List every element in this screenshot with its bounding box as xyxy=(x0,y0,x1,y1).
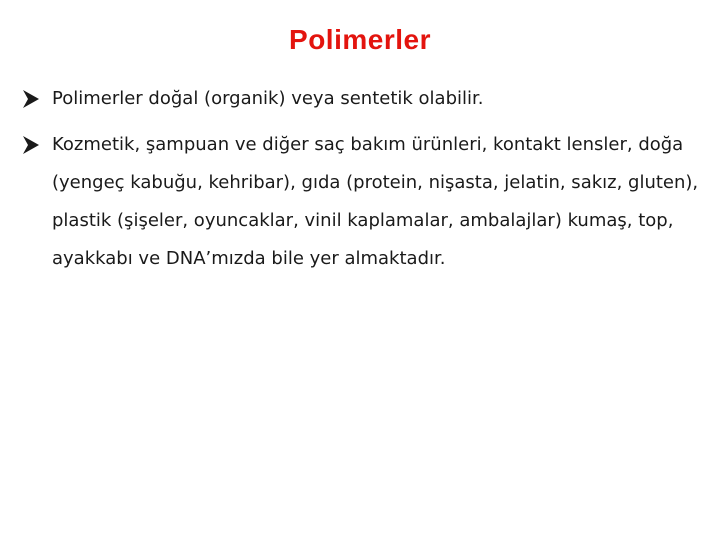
bullet-item xyxy=(22,126,702,278)
slide-title: Polimerler xyxy=(289,24,431,55)
bullet-text: Polimerler doğal (organik) veya sentetik olabilir. xyxy=(52,88,484,109)
bullet-text: Kozmetik, şampuan ve diğer saç bakım ürünleri, kontakt lensler, doğa (yengeç kabuğu, kehribar), gıda (protein, nişasta, jelatin, sakız, gluten), plastik (şişeler, oyuncaklar, vinil kaplamalar, ambalajlar) kumaş, top, ayakkabı ve DNA’mızda bile yer almaktadır. xyxy=(52,134,699,269)
bullet-item xyxy=(22,80,702,118)
arrow-bullet-icon xyxy=(22,89,40,109)
arrow-bullet-icon xyxy=(22,135,40,155)
bullet-list xyxy=(22,80,702,278)
